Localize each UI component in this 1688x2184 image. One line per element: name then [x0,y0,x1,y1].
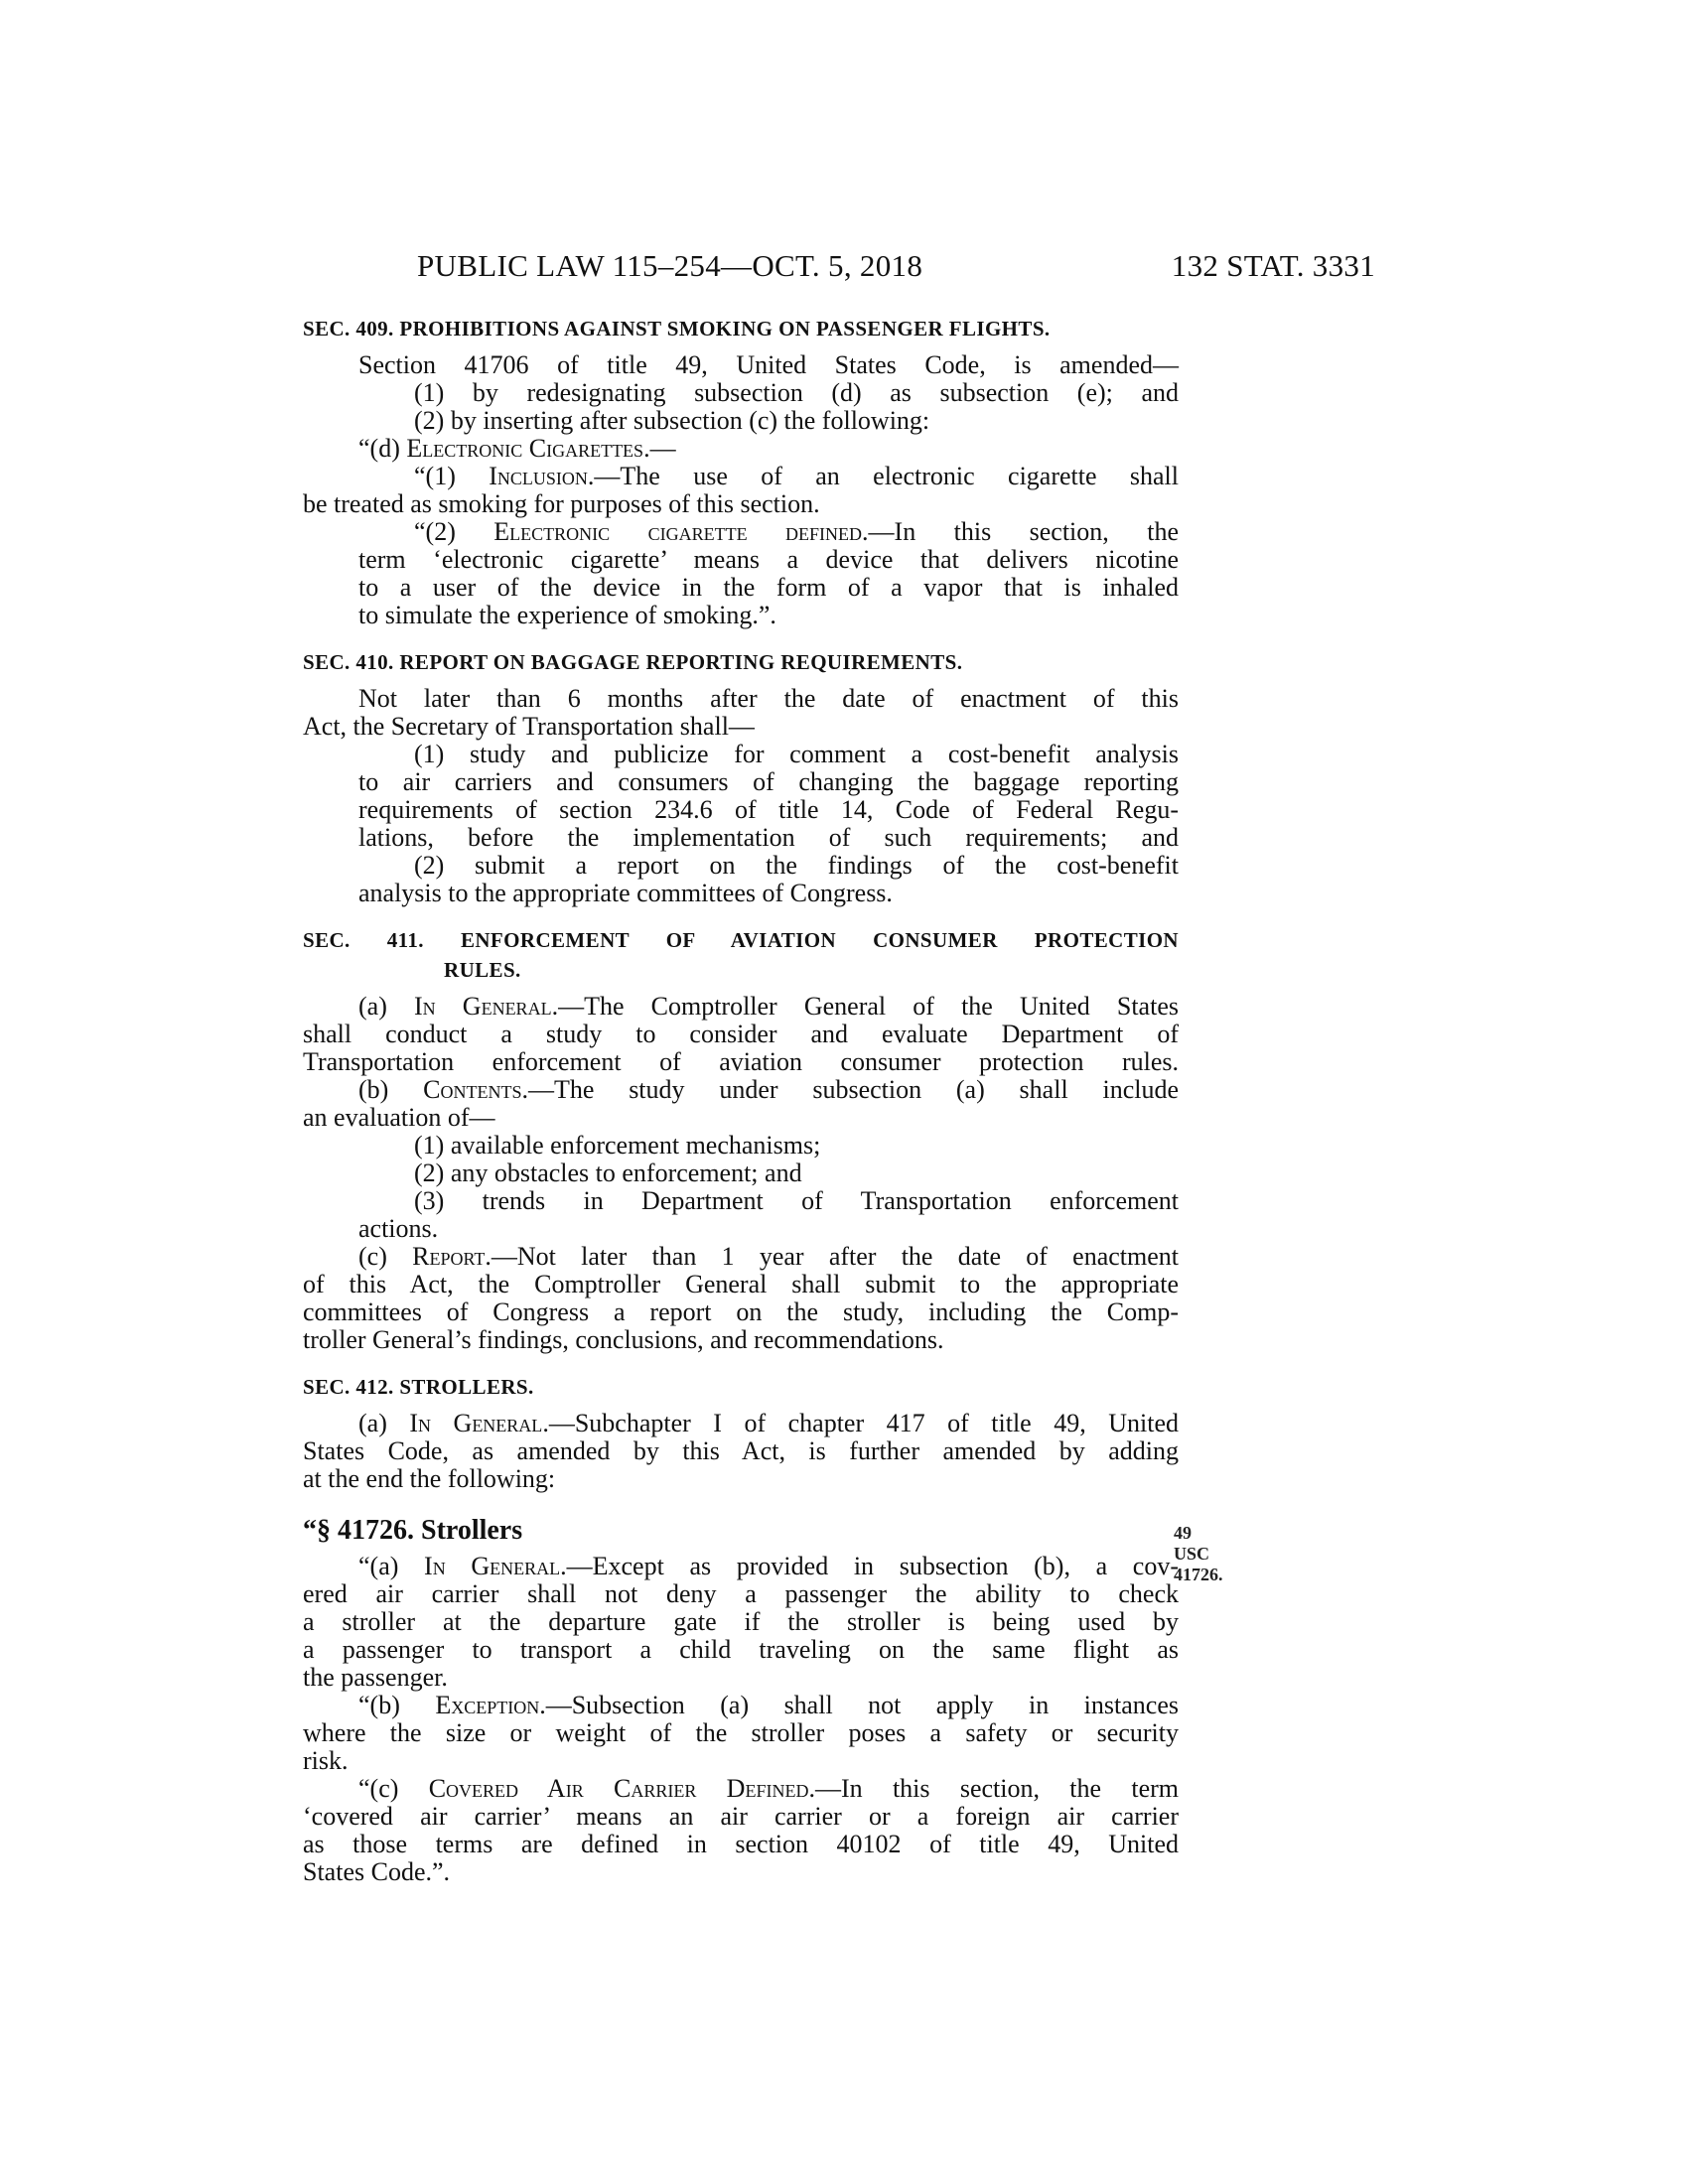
sec411-subsection-b: (b) Contents.—The study under subsection (a) shall include [358,1075,1179,1104]
sec409-intro: Section 41706 of title 49, United States Code, is amended— [358,350,1179,379]
sec410-item-1-cont: lations, before the implementation of such requirements; and [358,823,1179,852]
sec410-item-1-cont: requirements of section 234.6 of title 14, Code of Federal Regu- [358,795,1179,824]
sec411-item-3-cont: actions. [358,1214,439,1243]
sec409-para-1-cont: be treated as smoking for purposes of this section. [303,489,820,518]
strollers-subsection-a-cont: the passenger. [303,1663,448,1692]
section-411-heading-line-1: SEC. 411. ENFORCEMENT OF AVIATION CONSUMER PROTECTION [303,928,1179,952]
sec409-item-2: (2) by inserting after subsection (c) the following: [414,406,930,435]
sec411-subsection-c: (c) Report.—Not later than 1 year after the date of enactment [358,1242,1179,1271]
strollers-subsection-c: “(c) Covered Air Carrier Defined.—In this section, the term [358,1774,1180,1803]
sec410-item-2-cont: analysis to the appropriate committees of Congress. [358,879,893,907]
margin-note-usc: 49 USC 41726. [1174,1523,1223,1584]
sec411-subsection-b-cont: an evaluation of— [303,1103,495,1132]
sec411-item-2: (2) any obstacles to enforcement; and [414,1159,802,1187]
sec410-intro: Not later than 6 months after the date of enactment of this [358,684,1179,713]
sec411-item-1: (1) available enforcement mechanisms; [414,1131,821,1160]
sec409-subsection-d: “(d) Electronic Cigarettes.— [358,434,676,463]
strollers-subsection-a: “(a) In General.—Except as provided in subsection (b), a cov- [358,1552,1179,1580]
sec412-subsection-a: (a) In General.—Subchapter I of chapter 417 of title 49, United [358,1409,1179,1437]
strollers-subsection-b-cont: risk. [303,1746,349,1775]
sec409-para-2-cont: to a user of the device in the form of a vapor that is inhaled [358,573,1179,602]
strollers-subsection-a-cont: ered air carrier shall not deny a passenger the ability to check [303,1579,1179,1608]
sec412-subsection-a-cont: States Code, as amended by this Act, is further amended by adding [303,1436,1179,1465]
strollers-subsection-b: “(b) Exception.—Subsection (a) shall not apply in instances [358,1691,1179,1719]
strollers-subsection-c-cont: as those terms are defined in section 40102 of title 49, United [303,1830,1179,1858]
sec409-para-1: “(1) Inclusion.—The use of an electronic cigarette shall [414,462,1179,490]
strollers-subsection-a-cont: a passenger to transport a child traveling on the same flight as [303,1635,1179,1664]
section-411-heading-line-2: RULES. [444,958,521,982]
sec410-intro-cont: Act, the Secretary of Transportation shall— [303,712,755,741]
sec410-item-1: (1) study and publicize for comment a cost-benefit analysis [414,740,1179,768]
sec410-item-2: (2) submit a report on the findings of the cost-benefit [414,851,1179,880]
section-412-heading: SEC. 412. STROLLERS. [303,1375,534,1399]
sec411-subsection-a-cont: Transportation enforcement of aviation consumer protection rules. [303,1047,1179,1076]
sec411-subsection-c-cont: of this Act, the Comptroller General shall submit to the appropriate [303,1270,1179,1298]
sec409-para-2: “(2) Electronic cigarette defined.—In this section, the [414,517,1179,546]
running-head-title: PUBLIC LAW 115–254—OCT. 5, 2018 [417,248,923,283]
sec409-para-2-cont: to simulate the experience of smoking.”. [358,601,776,629]
strollers-subsection-a-cont: a stroller at the departure gate if the stroller is being used by [303,1607,1179,1636]
sec411-subsection-a-cont: shall conduct a study to consider and evaluate Department of [303,1020,1179,1048]
sec411-item-3: (3) trends in Department of Transportation enforcement [414,1186,1179,1215]
section-409-heading: SEC. 409. PROHIBITIONS AGAINST SMOKING ON PASSENGER FLIGHTS. [303,317,1051,341]
codified-section-title-text: “§ 41726. Strollers [303,1515,523,1546]
sec412-subsection-a-cont: at the end the following: [303,1464,556,1493]
strollers-subsection-c-cont: ‘covered air carrier’ means an air carrier or a foreign air carrier [303,1802,1179,1831]
strollers-subsection-b-cont: where the size or weight of the stroller poses a safety or security [303,1718,1179,1747]
sec411-subsection-c-cont: committees of Congress a report on the study, including the Comp- [303,1297,1179,1326]
document-body [303,316,1223,1886]
sec409-para-2-cont: term ‘electronic cigarette’ means a device that delivers nicotine [358,545,1179,574]
sec411-subsection-a: (a) In General.—The Comptroller General of the United States [358,992,1179,1021]
running-head [298,248,1375,288]
strollers-subsection-c-cont: States Code.”. [303,1857,451,1886]
section-410-heading: SEC. 410. REPORT ON BAGGAGE REPORTING REQUIREMENTS. [303,650,963,674]
sec410-item-1-cont: to air carriers and consumers of changing the baggage reporting [358,767,1179,796]
section-411-heading [303,927,1179,953]
page-number: 132 STAT. 3331 [1171,248,1375,283]
sec411-subsection-c-cont: troller General’s findings, conclusions, and recommendations. [303,1325,944,1354]
sec409-item-1: (1) by redesignating subsection (d) as subsection (e); and [414,378,1179,407]
